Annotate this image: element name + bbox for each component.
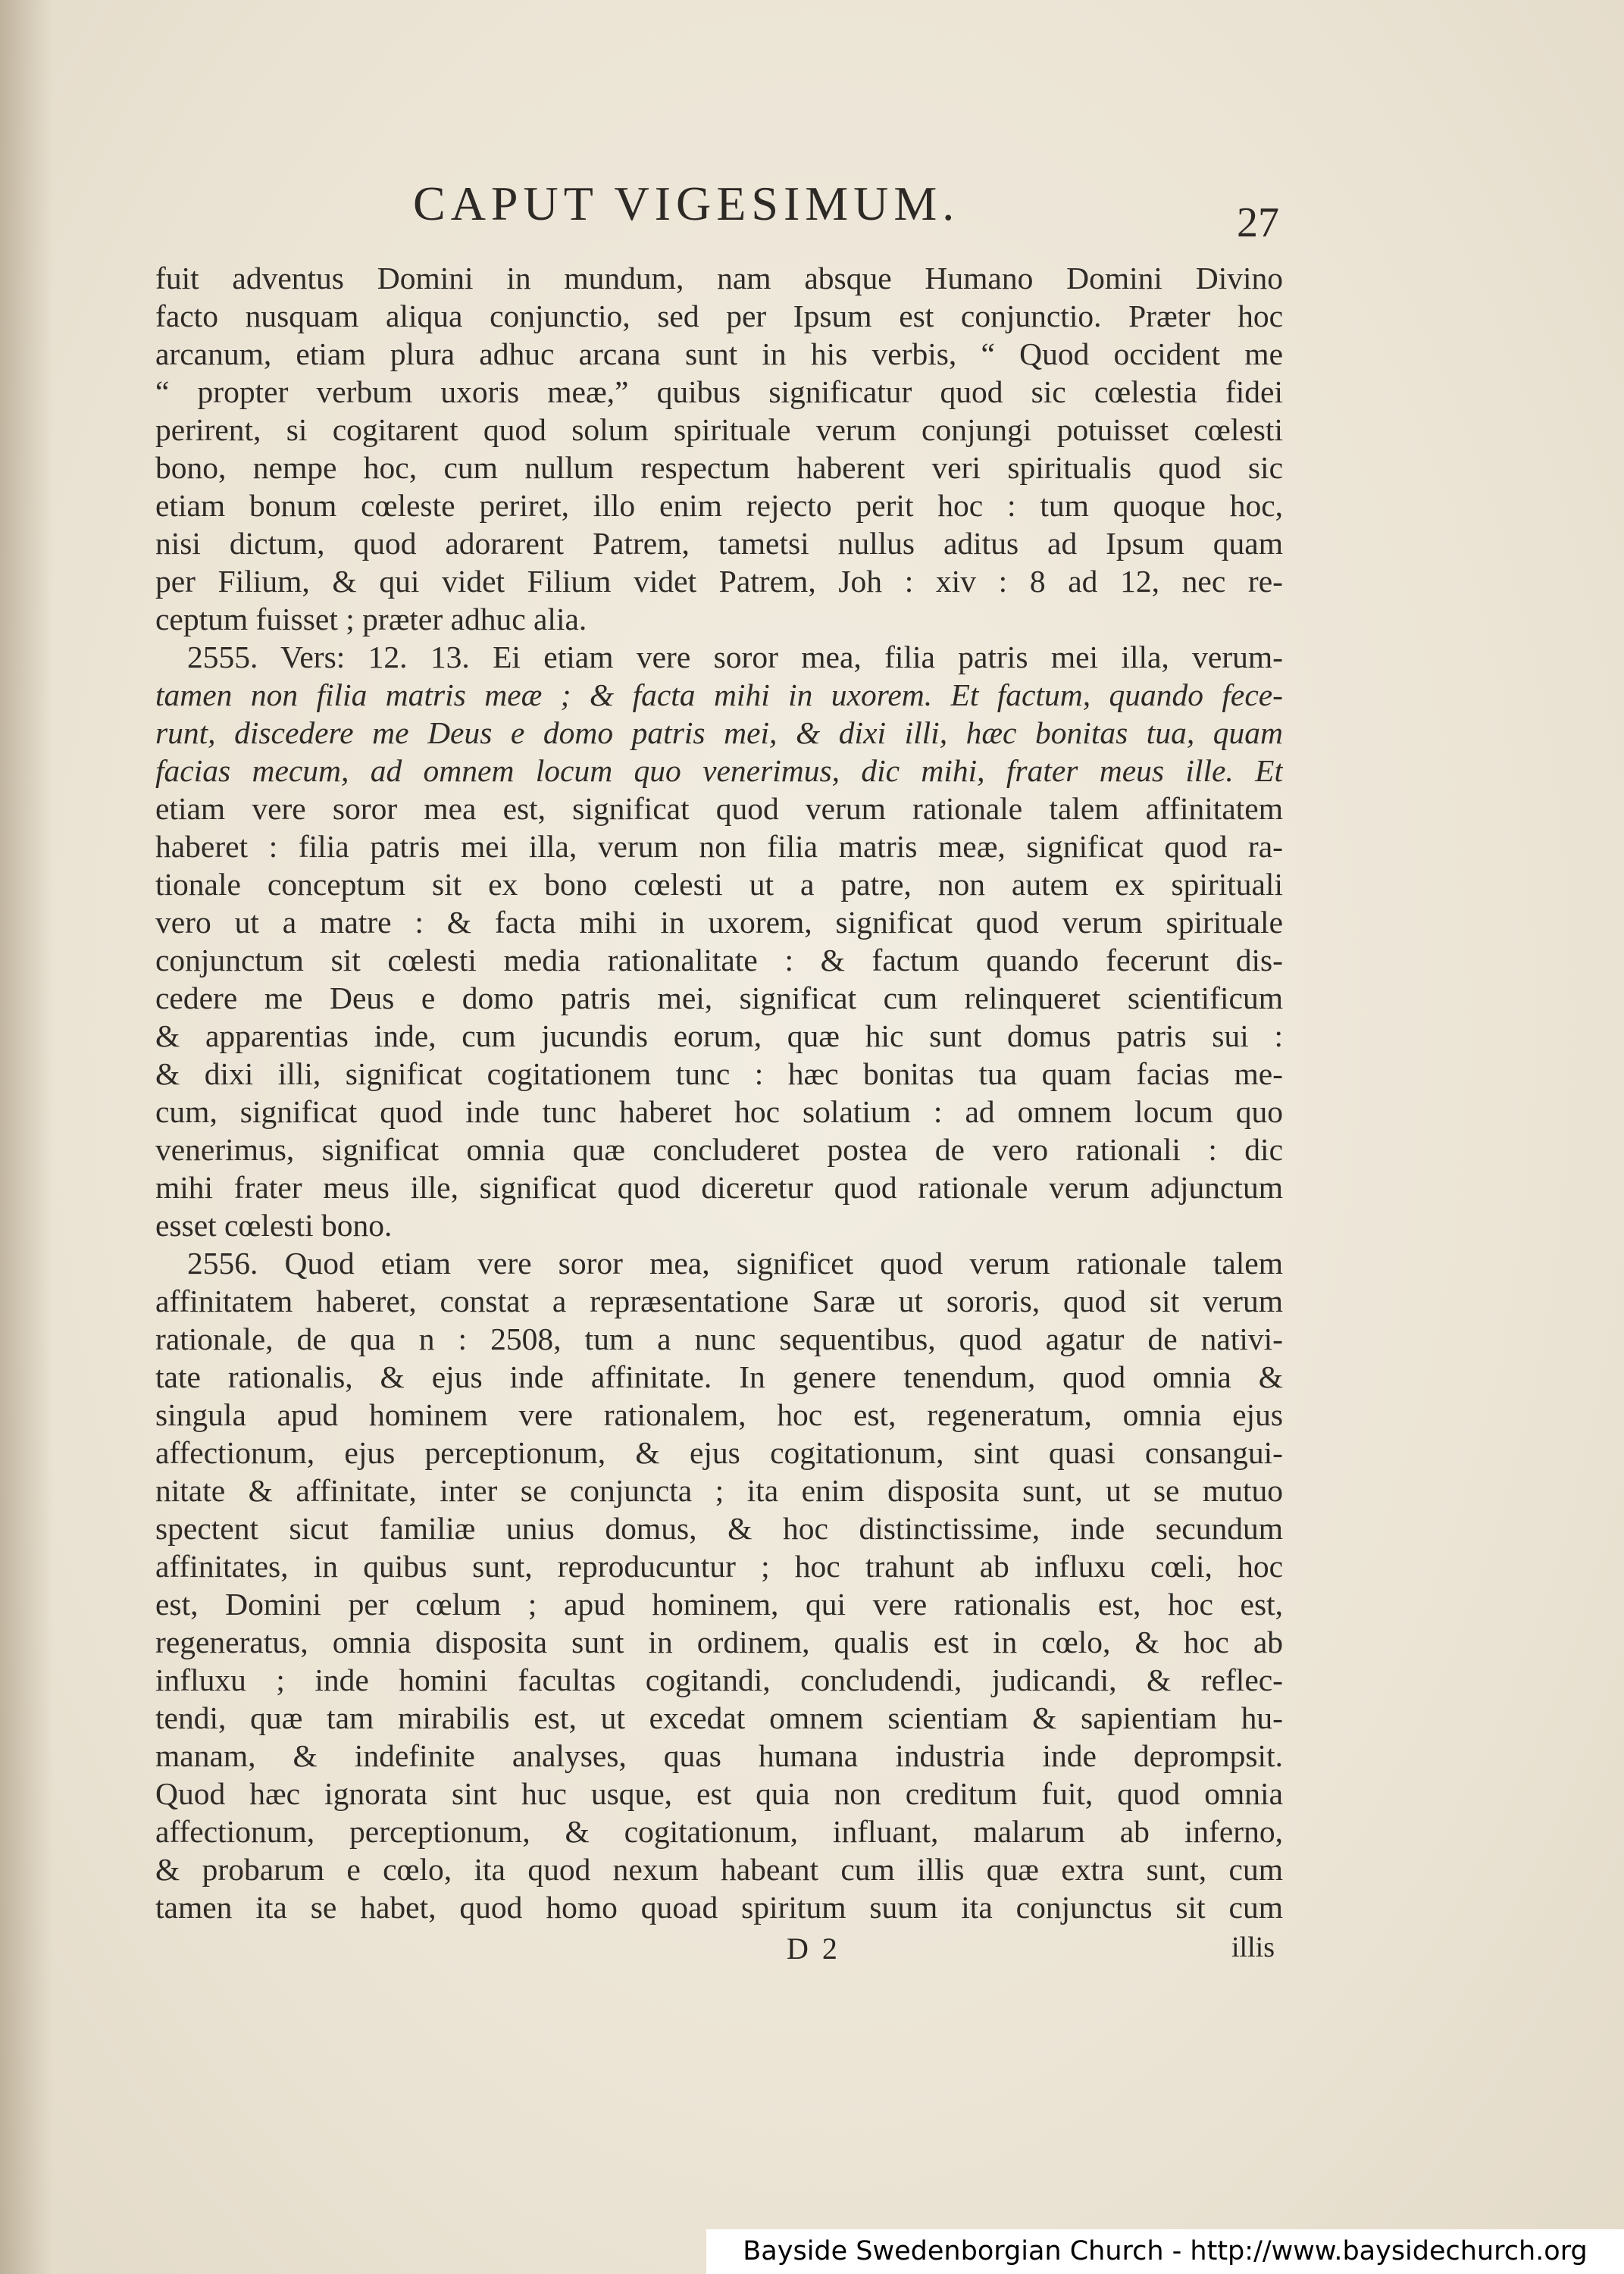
text-line: tendi, quæ tam mirabilis est, ut excedat omnem scientiam & sapientiam hu- — [155, 1700, 1283, 1735]
catchword: illis — [1231, 1931, 1275, 1963]
text-line: cum, significat quod inde tunc haberet hoc solatium : ad omnem locum quo — [155, 1094, 1283, 1129]
text-line: etiam bonum cœleste periret, illo enim rejecto perit hoc : tum quoque hoc, — [155, 488, 1283, 523]
text-line: etiam vere soror mea est, significat quod verum rationale talem affinitatem — [155, 791, 1283, 826]
text-line: tate rationalis, & ejus inde affinitate. In genere tenendum, quod omnia & — [155, 1359, 1283, 1394]
text-line: cedere me Deus e domo patris mei, significat cum relinqueret scientificum — [155, 981, 1283, 1015]
text-line: venerimus, significat omnia quæ concluderet postea de vero rationali : dic — [155, 1132, 1283, 1167]
running-title: CAPUT VIGESIMUM. — [413, 177, 960, 230]
text-line: fuit adventus Domini in mundum, nam absque Humano Domini Divino — [155, 261, 1283, 296]
text-line: haberet : filia patris mei illa, verum non filia matris meæ, significat quod ra- — [155, 829, 1283, 864]
text-line: tamen ita se habet, quod homo quoad spiritum suum ita conjunctus sit cum — [155, 1890, 1283, 1925]
text-line: per Filium, & qui videt Filium videt Patrem, Joh : xiv : 8 ad 12, nec re- — [155, 564, 1283, 599]
paragraph-2555-start: 2555. Vers: 12. 13. Ei etiam vere soror mea, filia patris mei illa, verum- — [187, 640, 1283, 674]
text-line: ceptum fuisset ; præter adhuc alia. — [155, 602, 587, 637]
text-line: affinitates, in quibus sunt, reproducuntur ; hoc trahunt ab influxu cœli, hoc — [155, 1549, 1283, 1584]
text-line: manam, & indefinite analyses, quas humana industria inde deprompsit. — [155, 1738, 1283, 1773]
text-line: tionale conceptum sit ex bono cœlesti ut a patre, non autem ex spirituali — [155, 867, 1283, 902]
binding-shadow — [0, 0, 53, 2274]
text-line-italic: facias mecum, ad omnem locum quo venerimus, dic mihi, frater meus ille. Et — [155, 753, 1283, 788]
text-line: influxu ; inde homini facultas cogitandi, concludendi, judicandi, & reflec- — [155, 1662, 1283, 1697]
text-line: bono, nempe hoc, cum nullum respectum haberent veri spiritualis quod sic — [155, 450, 1283, 485]
text-line: mihi frater meus ille, significat quod diceretur quod rationale verum adjunctum — [155, 1170, 1283, 1205]
page-header — [152, 176, 1288, 252]
text-line: affinitatem haberet, constat a repræsentatione Saræ ut sororis, quod sit verum — [155, 1284, 1283, 1318]
text-line: affectionum, perceptionum, & cogitationum, influant, malarum ab inferno, — [155, 1814, 1283, 1849]
text-line: perirent, si cogitarent quod solum spirituale verum conjungi potuisset cœlesti — [155, 412, 1283, 447]
text-line: affectionum, ejus perceptionum, & ejus cogitationum, sint quasi consangui- — [155, 1435, 1283, 1470]
text-line: esset cœlesti bono. — [155, 1208, 393, 1243]
body-text — [155, 259, 1283, 1926]
text-line: & probarum e cœlo, ita quod nexum habeant cum illis quæ extra sunt, cum — [155, 1852, 1283, 1887]
text-line: Quod hæc ignorata sint huc usque, est quia non creditum fuit, quod omnia — [155, 1776, 1283, 1811]
text-line: nisi dictum, quod adorarent Patrem, tametsi nullus aditus ad Ipsum quam — [155, 526, 1283, 561]
text-line-italic: runt, discedere me Deus e domo patris mei, & dixi illi, hæc bonitas tua, quam — [155, 715, 1283, 750]
text-line: facto nusquam aliqua conjunctio, sed per Ipsum est conjunctio. Præter hoc — [155, 299, 1283, 333]
text-line: nitate & affinitate, inter se conjuncta ; ita enim disposita sunt, ut se mutuo — [155, 1473, 1283, 1508]
text-line: “ propter verbum uxoris meæ,” quibus significatur quod sic cœlestia fidei — [155, 374, 1283, 409]
text-line: rationale, de qua n : 2508, tum a nunc sequentibus, quod agatur de nativi- — [155, 1322, 1283, 1356]
text-line: spectent sicut familiæ unius domus, & hoc distinctissime, inde secundum — [155, 1511, 1283, 1546]
text-line-italic: tamen non filia matris meæ ; & facta mihi in uxorem. Et factum, quando fece- — [155, 677, 1283, 712]
text-line: & apparentias inde, cum jucundis eorum, quæ hic sunt domus patris sui : — [155, 1018, 1283, 1053]
paragraph-2556-start: 2556. Quod etiam vere soror mea, significet quod verum rationale talem — [187, 1246, 1283, 1281]
text-line: & dixi illi, significat cogitationem tunc : hæc bonitas tua quam facias me- — [155, 1056, 1283, 1091]
signature-mark: D 2 — [787, 1931, 840, 1966]
source-watermark: Bayside Swedenborgian Church - http://www.baysidechurch.org — [706, 2229, 1624, 2274]
page-number: 27 — [1237, 199, 1279, 246]
text-line: arcanum, etiam plura adhuc arcana sunt in his verbis, “ Quod occident me — [155, 336, 1283, 371]
text-line: vero ut a matre : & facta mihi in uxorem, significat quod verum spirituale — [155, 905, 1283, 940]
text-line: regeneratus, omnia disposita sunt in ordinem, qualis est in cœlo, & hoc ab — [155, 1625, 1283, 1659]
text-line: conjunctum sit cœlesti media rationalitate : & factum quando fecerunt dis- — [155, 943, 1283, 977]
text-line: singula apud hominem vere rationalem, hoc est, regeneratum, omnia ejus — [155, 1397, 1283, 1432]
text-line: est, Domini per cœlum ; apud hominem, qui vere rationalis est, hoc est, — [155, 1587, 1283, 1622]
